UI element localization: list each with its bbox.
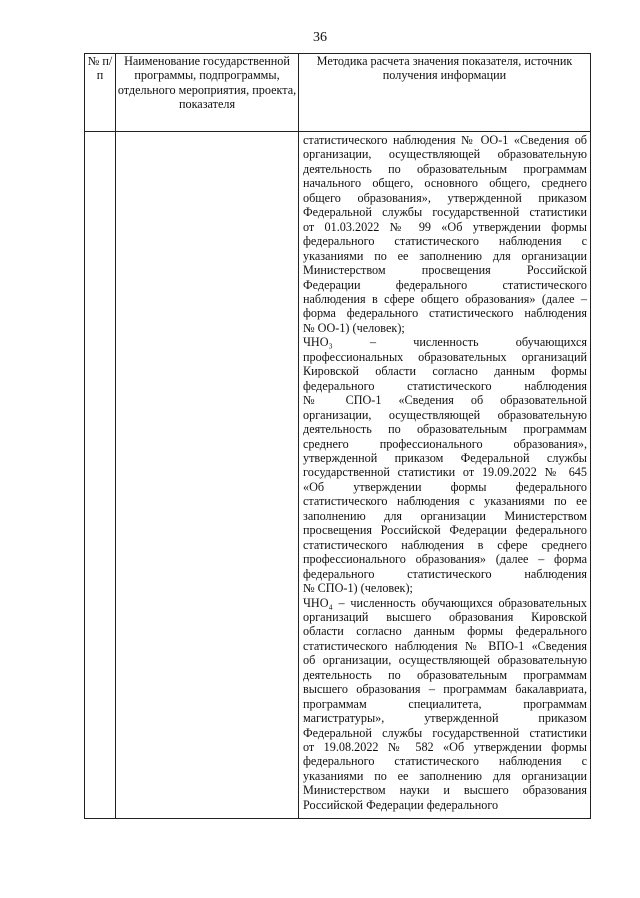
method-text-line: общего образования», утвержденной приказом [303,190,587,205]
method-text-line: федерального статистического наблюдения [303,566,587,581]
cell-name [116,132,299,819]
method-text-line: Федеральной службы государственной статистики [303,725,587,740]
method-text-line: № СПО-1) (человек); [303,581,413,596]
method-text-line: статистического наблюдения с указаниями по ее [303,494,587,509]
table-header-row [85,54,591,132]
method-text-line: федерального статистического наблюдения с [303,754,587,769]
cell-number [85,132,116,819]
method-text-line: Министерством просвещения Российской [303,263,587,278]
method-text-line: магистратуры», утвержденной приказом [303,711,587,726]
header-method: Методика расчета значения показателя, источник получения информации [299,54,591,132]
header-number: № п/п [85,54,116,132]
method-text-line: от 19.08.2022 № 582 «Об утверждении формы [303,740,587,755]
method-text-line: государственной статистики от 19.09.2022 № 645 [303,465,587,480]
method-text-line: Министерством науки и высшего образования [303,783,587,798]
method-text-line: ЧНО₄ – численность обучающихся образовательных [303,595,587,610]
indicator-table [84,53,591,819]
cell-method [299,132,591,819]
method-text-line: об организации, осуществляющей образовательную [303,653,587,668]
method-text-line: № ОО-1) (человек); [303,320,405,335]
method-text-line: деятельность по образовательным программам [303,422,587,437]
method-text-line: организации, осуществляющей образовательную [303,407,587,422]
method-text-line: организаций высшего образования Кировской [303,609,587,624]
page-number: 36 [313,30,327,45]
method-text-line: Кировской области согласно данным формы [303,364,587,379]
method-text-line: наблюдения в сфере общего образования» (далее – [303,291,587,306]
method-text-line: начального общего, основного общего, среднего [303,176,587,191]
method-text-line: высшего образования – программам бакалавриата, [303,682,587,697]
method-text-line: статистического наблюдения № ОО-1 «Сведения об [303,133,587,147]
method-text-line: «Об утверждении формы федерального [303,479,587,494]
method-text [299,132,590,812]
method-text-line: организации, осуществляющей образовательную [303,147,587,162]
method-text-line: просвещения Российской Федерации федерального [303,523,587,538]
header-name: Наименование государственной программы, подпрограммы, отдельного мероприятия, проекта, показателя [116,54,299,132]
method-text-line: профессионального образования» (далее – форма [303,552,587,567]
method-text-line: Российской Федерации федерального [303,797,499,812]
method-text-line: указаниями по ее заполнению для организации [303,248,587,263]
method-text-line: программам специалитета, программам [303,696,587,711]
method-text-line: форма федерального статистического наблюдения [303,306,587,321]
method-text-line: федерального статистического наблюдения с [303,234,587,249]
method-text-line: Федерации федерального статистического [303,277,587,292]
method-text-line: области согласно данным формы федерального [303,624,587,639]
method-text-line: от 01.03.2022 № 99 «Об утверждении формы [303,219,587,234]
method-text-line: статистического наблюдения № ВПО-1 «Сведения [303,638,587,653]
table-row [85,132,591,819]
method-text-line: заполнению для организации Министерством [303,508,587,523]
method-text-line: федерального статистического наблюдения [303,378,587,393]
method-text-line: утвержденной приказом Федеральной службы [303,450,587,465]
method-text-line: среднего профессионального образования», [303,436,587,451]
method-text-line: Федеральной службы государственной статистики [303,205,587,220]
method-text-line: ЧНО₃ – численность обучающихся [303,335,587,350]
method-text-line: профессиональных образовательных организаций [303,349,587,364]
method-text-line: статистического наблюдения в сфере среднего [303,537,587,552]
method-text-line: деятельность по образовательным программам [303,667,587,682]
method-text-line: № СПО-1 «Сведения об образовательной [303,393,587,408]
method-text-line: деятельность по образовательным программам [303,161,587,176]
method-text-line: указаниями по ее заполнению для организации [303,768,587,783]
